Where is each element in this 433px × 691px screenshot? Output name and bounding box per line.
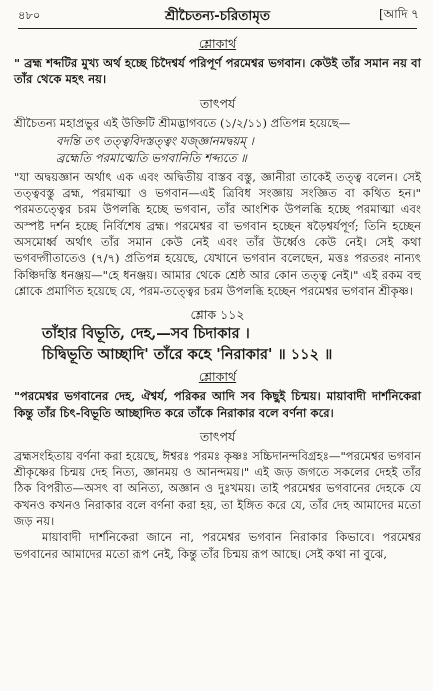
chapter-label: [আদি ৭	[378, 7, 419, 21]
running-title: শ্রীচৈতন্য-চরিতামৃত	[165, 8, 270, 24]
translation-text-2: "পরমেশ্বর ভগবানের দেহ, ঐশ্বর্য, পরিকর আদি সব কিছুই চিন্ময়। মায়াবাদী দার্শনিকেরা কিন্তু তাঁর চিৎ-বিভূতি আচ্ছাদিত করে তাঁকে নিরাকার বলে বর্ণনা করে।	[14, 389, 421, 420]
translation-text: " ব্রহ্ম শব্দটির মুখ্য অর্থ হচ্ছে চিদৈশ্বর্য পরিপূর্ণ পরমেশ্বর ভগবান। কেউই তাঁর সমান নয় বা তাঁর থেকে মহৎ নয়।	[14, 56, 421, 87]
header-rule	[18, 28, 417, 29]
section-heading-purport-2: তাৎপর্য	[199, 428, 236, 444]
quoted-verse-line-1: বদন্তি তৎ তত্ত্ববিদস্তত্ত্বং যজ্জ্ঞানমদ্বয়ম্ ।	[56, 133, 254, 148]
section-heading-translation-2: শ্লোকার্থ	[198, 369, 237, 385]
sloka-verse	[14, 323, 421, 365]
quoted-verse-line-2: ব্রহ্মেতি পরমাত্মেতি ভগবানিতি শব্দ্যতে ॥	[56, 150, 247, 165]
page-number: ৪৮০	[18, 8, 41, 22]
quoted-verse	[14, 133, 421, 167]
section-heading-purport: তাৎপর্য	[199, 95, 236, 111]
purport-intro: শ্রীচৈতন্য মহাপ্রভুর এই উক্তিটি শ্রীমদ্ভাগবতে (১/২/১১) প্রতিপন্ন হয়েছে—	[14, 115, 351, 130]
purport-text-3: মায়াবাদী দার্শনিকেরা জানে না, পরমেশ্বর ভগবান নিরাকার কিভাবে। পরমেশ্বর ভগবানের আমাদের মতো রূপ নেই, কিন্তু তাঁর চিন্ময় রূপ আছে। সেই কথা না বুঝে,	[14, 530, 421, 561]
page-header	[14, 0, 421, 30]
sloka-line-2: চিদ্বিভূতি আচ্ছাদি' তাঁরে কহে 'নিরাকার' ॥ ১১২ ॥	[42, 346, 333, 364]
sloka-heading: শ্লোক ১১২	[190, 307, 245, 323]
section-heading-translation: শ্লোকার্থ	[198, 36, 237, 51]
purport-text: "যা অদ্বয়জ্ঞান অর্থাৎ এক এবং অদ্বিতীয় বাস্তব বস্তু, জ্ঞানীরা তাকেই তত্ত্ব বলেন। সেই তত্ত্ববস্তু ব্রহ্ম, পরমাত্মা ও ভগবান—এই ত্রিবিধ সংজ্ঞায় সংজ্ঞিত বা কথিত হন।" পরমতত্ত্বের চরম উপলব্ধি হচ্ছে ভগবান, তাঁর আংশিক উপলব্ধি হচ্ছে পরমাত্মা এবং অস্পষ্ট দর্শন হচ্ছে নির্বিশেষ ব্রহ্ম। পরমেশ্বর বা ভগবান হচ্ছেন ষড়ৈশ্বর্যপূর্ণ; তিনি হচ্ছেন অসমোর্ধ্ব অর্থাৎ তাঁর সমান কেউ নেই এবং তাঁর উর্ধ্বেও কেউ নেই। সেই কথা ভগবদ্গীতাতেও (৭/৭) প্রতিপন্ন হয়েছে, যেখানে ভগবান বলেছেন, মত্তঃ পরতরং নান্যৎ কিঞ্চিদস্তি ধনঞ্জয়—"হে ধনঞ্জয়। আমার থেকে শ্রেষ্ঠ আর কোন তত্ত্ব নেই।" এই রকম বহু শ্লোকে প্রমাণিত হয়েছে যে, পরম-তত্ত্বের চরম উপলব্ধি হচ্ছেন পরমেশ্বর ভগবান শ্রীকৃষ্ণ।	[14, 169, 421, 298]
purport-text-2: ব্রহ্মসংহিতায় বর্ণনা করা হয়েছে, ঈশ্বরঃ পরমঃ কৃষ্ণঃ সচ্চিদানন্দবিগ্রহঃ—"পরমেশ্বর ভগবান শ্রীকৃষ্ণের চিন্ময় দেহ নিত্য, জ্ঞানময় ও আনন্দময়।" এই জড় জগতে সকলের দেহই তাঁর ঠিক বিপরীত—অসৎ বা অনিত্য, অজ্ঞান ও দুঃখময়। তাই পরমেশ্বর ভগবানের দেহকে যে কখনও কখনও নিরাকার বলে বর্ণনা করা হয়, তা ইঙ্গিত করে যে, তাঁর দেহ আমাদের মতো জড় নয়।	[14, 448, 421, 529]
sloka-line-1: তাঁহার বিভূতি, দেহ,—সব চিদাকার ।	[42, 325, 250, 343]
